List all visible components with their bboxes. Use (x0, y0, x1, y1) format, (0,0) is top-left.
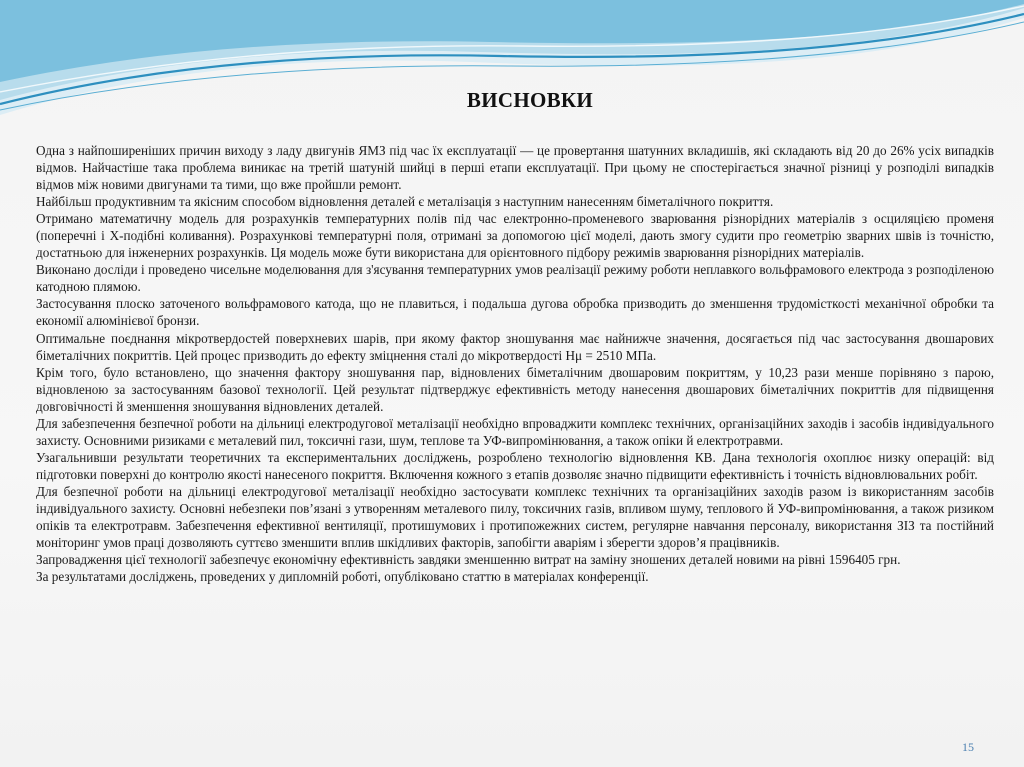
paragraph: За результатами досліджень, проведених у дипломній роботі, опубліковано статтю в матеріалах конференції. (36, 569, 649, 585)
conclusions-text (36, 142, 994, 585)
paragraph: Запровадження цієї технології забезпечує економічну ефективність завдяки зменшенню витрат на заміну зношених деталей новими на рівні 1596405 грн. (36, 552, 901, 568)
paragraph: Застосування плоско заточеного вольфрамового катода, що не плавиться, і подальша дугова обробка призводить до зменшення трудомісткості механічної обробки та економії алюмінієвої бронзи. (36, 296, 994, 329)
paragraph: Найбільш продуктивним та якісним способом відновлення деталей є металізація з наступним нанесенням біметалічного покриття. (36, 194, 774, 210)
paragraph: Для забезпечення безпечної роботи на дільниці електродугової металізації необхідно впроваджити комплекс технічних, організаційних заходів і засобів індивідуального захисту. Основними ризиками є металевий пил, токсичні гази, шум, теплове та УФ-випромінювання, а також опіки й електротравми. (36, 415, 994, 448)
paragraph: Для безпечної роботи на дільниці електродугової металізації необхідно застосувати комплекс технічних та організаційних заходів разом із використанням засобів індивідуального захисту. Основні небезпеки пов’язані з утворенням металевого пилу, токсичних газів, впливом шуму, теплового й УФ-випромінювання, а також ризиком опіків та електротравм. Забезпечення ефективної вентиляції, протишумових і протипожежних систем, регулярне навчання персоналу, використання ЗІЗ та постійний моніторинг умов праці дозволяють суттєво зменшити вплив шкідливих факторів, запобігти аваріям і зберегти здоров’я працівників. (36, 483, 994, 551)
paragraph: Отримано математичну модель для розрахунків температурних полів під час електронно-променевого зварювання різнорідних матеріалів з осциляцією променя (поперечні і Х-подібні коливання). Розрахункові температурні поля, отримані за допомогою цієї моделі, дають змогу судити про геометрію зварних швів із точністю, достатньою для інженерних розрахунків. Ця модель може бути використана для орієнтовного підбору режимів зварювання різнорідних матеріалів. (36, 211, 994, 261)
slide-title: ВИСНОВКИ (466, 88, 594, 112)
page-number: 15 (962, 740, 974, 754)
paragraph: Виконано досліди і проведено чисельне моделювання для з'ясування температурних умов реалізації режиму роботи неплавкого вольфрамового електрода з розподіленою катодною плямою. (36, 262, 994, 295)
paragraph: Крім того, було встановлено, що значення фактору зношування пар, відновлених біметалічним двошаровим покриттям, у 10,23 рази менше порівняно з парою, відновленою за застосуванням базової технології. Цей результат підтверджує ефективність методу нанесення двошарових біметалічних покриттів для підвищення довговічності й зменшення зношування відновлених деталей. (36, 364, 994, 414)
paragraph: Узагальнивши результати теоретичних та експериментальних досліджень, розроблено технологію відновлення КВ. Дана технологія охоплює низку операцій: від підготовки поверхні до контролю якості нанесеного покриття. Включення кожного з етапів дозволяє значно підвищити ефективність і точність відновлювальних робіт. (36, 449, 994, 482)
paragraph: Одна з найпоширеніших причин виходу з ладу двигунів ЯМЗ під час їх експлуатації — це провертання шатунних вкладишів, які складають від 20 до 26% усіх випадків відмов. Найчастіше така проблема виникає на третій шатуній шийці в перші етапи експлуатації. При цьому не спостерігається значної різниці у розподілі випадків відмов між новими двигунами та тими, що вже пройшли ремонт. (36, 143, 994, 193)
paragraph: Оптимальне поєднання мікротвердостей поверхневих шарів, при якому фактор зношування має найнижче значення, досягається під час застосування двошарових біметалічних покриттів. Цей процес призводить до ефекту зміцнення сталі до мікротвердості Нμ = 2510 МПа. (36, 330, 994, 363)
